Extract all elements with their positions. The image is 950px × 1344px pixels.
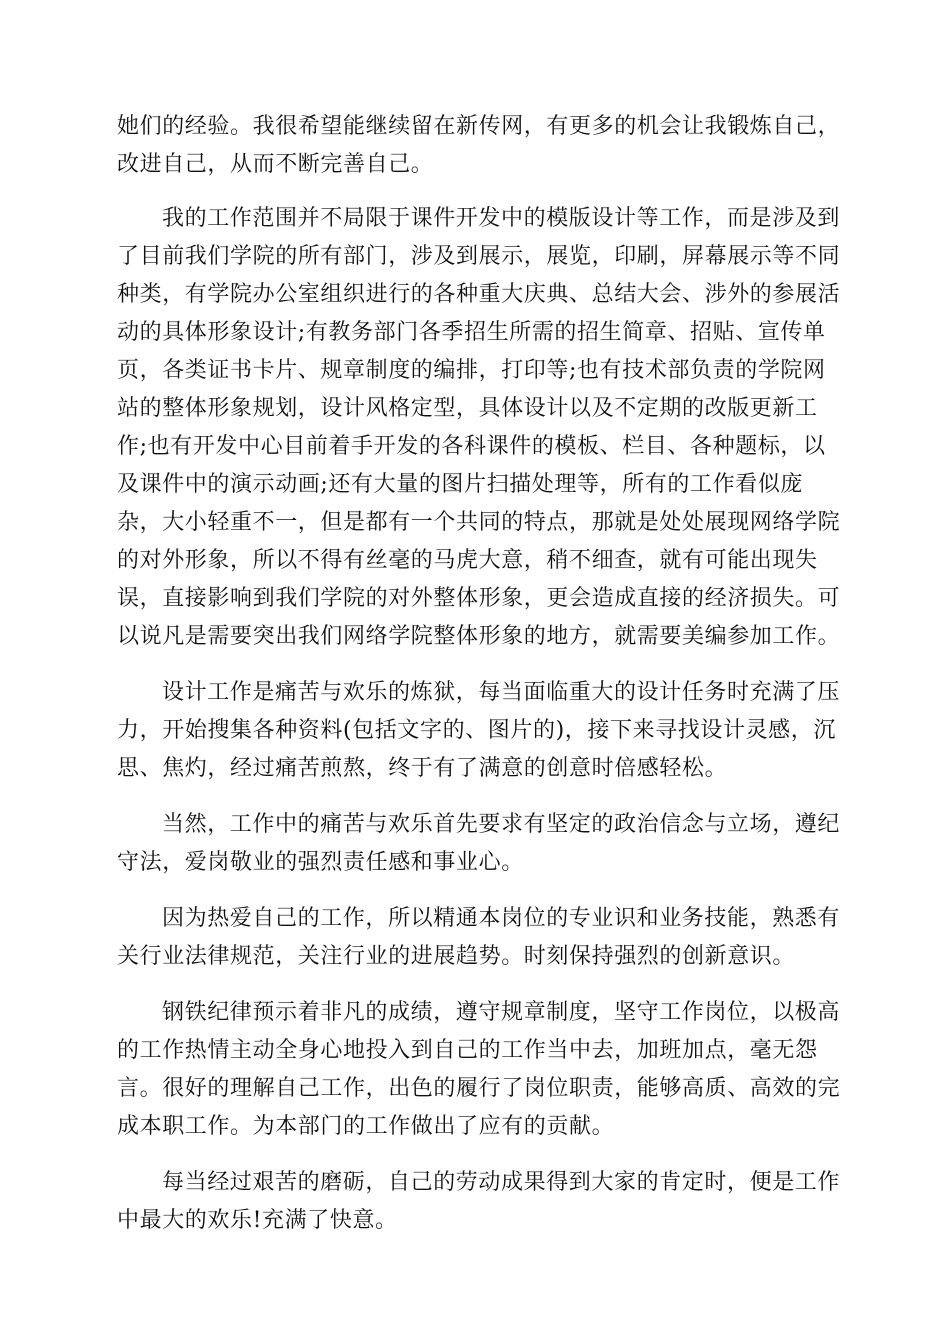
text-line: 当然，工作中的痛苦与欢乐首先要求有坚定的政治信念与立场，遵纪 [162,812,841,837]
text-line: 言。很好的理解自己工作，出色的履行了岗位职责，能够高质、高效的完 [117,1076,841,1101]
text-line: 钢铁纪律预示着非凡的成绩，遵守规章制度，坚守工作岗位，以极高 [162,1000,841,1025]
text-line: 思、焦灼，经过痛苦煎熬，终于有了满意的创意时倍感轻松。 [117,756,728,781]
text-line: 及课件中的演示动画;还有大量的图片扫描处理等，所有的工作看似庞 [117,472,804,497]
text-line: 中最大的欢乐!充满了快意。 [117,1208,398,1233]
text-line: 种类，有学院办公室组织进行的各种重大庆典、总结大会、涉外的参展活 [117,282,841,307]
text-line: 站的整体形象规划，设计风格定型，具体设计以及不定期的改版更新工 [117,396,818,421]
text-line: 我的工作范围并不局限于课件开发中的模版设计等工作，而是涉及到 [162,206,841,231]
text-line: 她们的经验。我很希望能继续留在新传网，有更多的机会让我锻炼自己， [117,114,841,139]
text-line: 杂，大小轻重不一，但是都有一个共同的特点，那就是处处展现网络学院 [117,510,841,535]
text-line: 了目前我们学院的所有部门，涉及到展示，展览，印刷，屏幕展示等不同 [117,244,841,269]
text-line: 因为热爱自己的工作，所以精通本岗位的专业识和业务技能，熟悉有 [162,906,841,931]
text-line: 页，各类证书卡片、规章制度的编排，打印等;也有技术部负责的学院网 [117,358,826,383]
text-line: 关行业法律规范，关注行业的进展趋势。时刻保持强烈的创新意识。 [117,944,796,969]
text-line: 的对外形象，所以不得有丝毫的马虎大意，稍不细查，就有可能出现失 [117,548,818,573]
text-line: 每当经过艰苦的磨砺，自己的劳动成果得到大家的肯定时，便是工作 [162,1170,841,1195]
text-line: 作;也有开发中心目前着手开发的各科课件的模板、栏目、各种题标，以 [117,434,826,459]
text-line: 设计工作是痛苦与欢乐的炼狱，每当面临重大的设计任务时充满了压 [162,680,841,705]
text-line: 动的具体形象设计;有教务部门各季招生所需的招生简章、招贴、宣传单 [117,320,826,345]
text-line: 成本职工作。为本部门的工作做出了应有的贡献。 [117,1114,615,1139]
text-line: 以说凡是需要突出我们网络学院整体形象的地方，就需要美编参加工作。 [117,624,841,649]
text-line: 改进自己，从而不断完善自己。 [117,152,434,177]
text-line: 的工作热情主动全身心地投入到自己的工作当中去，加班加点，毫无怨 [117,1038,818,1063]
text-line: 力，开始搜集各种资料(包括文字的、图片的)，接下来寻找设计灵感，沉 [117,718,836,743]
text-line: 守法，爱岗敬业的强烈责任感和事业心。 [117,850,524,875]
text-line: 误，直接影响到我们学院的对外整体形象，更会造成直接的经济损失。可 [117,586,841,611]
